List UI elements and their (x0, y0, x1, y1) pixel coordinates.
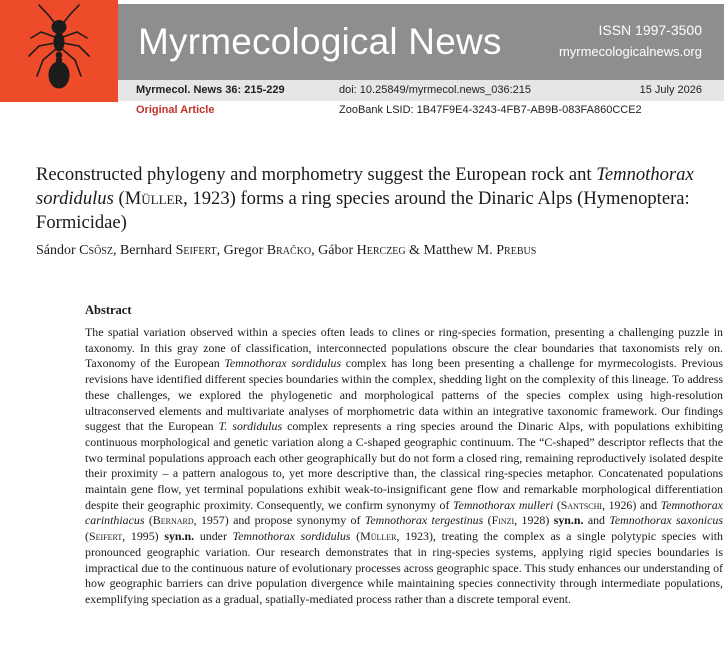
ant-icon (19, 2, 99, 100)
issn: ISSN 1997-3500 (598, 22, 702, 38)
meta-bar (118, 80, 724, 101)
abstract-heading: Abstract (85, 303, 132, 317)
article-type: Original Article (136, 104, 215, 116)
zoobank-lsid[interactable]: ZooBank LSID: 1B47F9E4-3243-4FB7-AB9B-083FA860CCE2 (339, 104, 642, 116)
journal-name: Myrmecological News (138, 21, 502, 62)
author[interactable]: Gábor Herczeg (318, 243, 406, 258)
abstract-text: The spatial variation observed within a species often leads to clines or ring-species formation, presenting a challenging puzzle in taxonomy. In this gray zone of classification, interconnected populations obscure the clear boundaries that taxonomists rely on. Taxonomy of the European Temnothorax sordidulus complex has long been presenting a challenge for myrmecologists. Previous revisions have identified different species boundaries within the complex, shedding light on the complexity of this lineage. To address these challenges, we explored the phylogenetic and morphological patterns of the species complex using high-resolution ultraconserved elements and multivariate analyses of morphometric data within an integrative taxonomic framework. Our findings suggest that the European T. sordidulus complex represents a ring species around the Dinaric Alps, with populations exhibiting continuous morphological and genetic variation along a C-shaped geographic continuum. The “C-shaped” descriptor reflects that the two terminal populations approach each other geographically but do not form a closed ring, remaining reproductively isolated despite their proximity – a pattern analogous to, yet more descriptive than, the classical ring-species metaphor. Concatenated populations maintain gene flow, yet terminal populations exhibit weak-to-insignificant gene flow and remarkable morphological differentiation despite their geographic proximity. Consequently, we confirm synonymy of Temnothorax mulleri (Santschi, 1926) and Temnothorax carinthiacus (Bernard, 1957) and propose synonymy of Temnothorax tergestinus (Finzi, 1928) syn.n. and Temnothorax saxonicus (Seifert, 1995) syn.n. under Temnothorax sordidulus (Müller, 1923), treating the complex as a single polytypic species with pronounced geographic variation. Our research demonstrates that in ring-species systems, applying rigid species boundaries is impractical due to the continuous nature of evolutionary processes across geographic space. This study enhances our understanding of how geographic barriers can drive population divergence while maintaining species connectivity through intermediate populations, exemplifying speciation as a gradual, spatially-mediated process rather than a discrete temporal event. (85, 325, 723, 606)
title-bar (118, 4, 724, 80)
journal-logo (0, 0, 118, 102)
author[interactable]: Bernhard Seifert (119, 243, 217, 258)
citation: Myrmecol. News 36: 215-229 (136, 84, 285, 96)
author[interactable]: Sándor Csősz (36, 243, 113, 258)
author-list: Sándor Csősz, Bernhard Seifert, Gregor Bračko, Gábor Herczeg & Matthew M. Prebus (36, 243, 537, 258)
doi-link[interactable]: doi: 10.25849/myrmecol.news_036:215 (339, 84, 532, 96)
author[interactable]: Matthew M. Prebus (423, 243, 537, 258)
article-title: Reconstructed phylogeny and morphometry suggest the European rock ant Temnothorax sordidulus (Müller, 1923) forms a ring species around the Dinaric Alps (Hymenoptera: Formicidae) (36, 164, 694, 233)
publication-date: 15 July 2026 (639, 84, 702, 96)
journal-url[interactable]: myrmecologicalnews.org (558, 44, 702, 59)
author[interactable]: Gregor Bračko (223, 243, 312, 258)
